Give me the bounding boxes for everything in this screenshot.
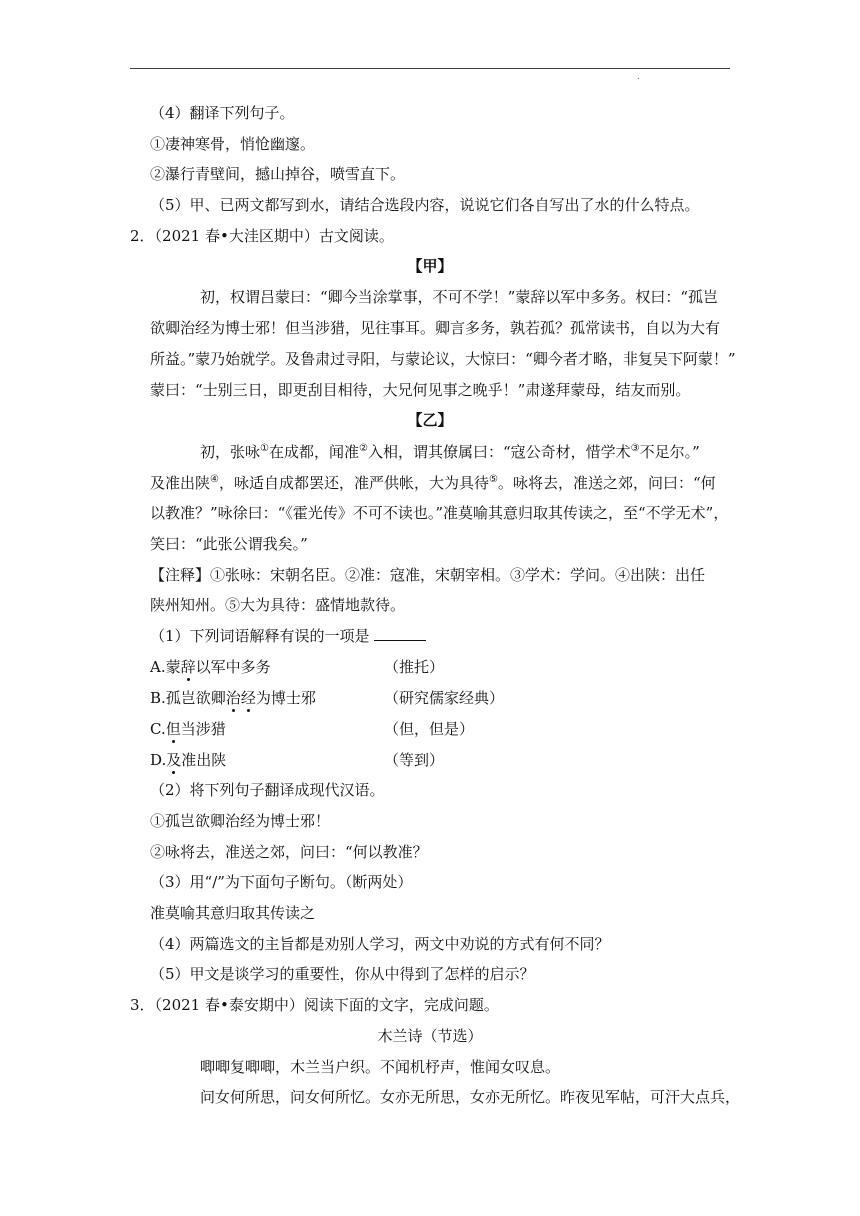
option-b bbox=[150, 688, 730, 708]
yi-text: 不足尔。” bbox=[639, 443, 700, 461]
yi-text: 初，张咏 bbox=[200, 443, 261, 461]
q1-sub5: （5）甲、已两文都写到水，请结合选段内容，说说它们各自写出了水的什么特点。 bbox=[150, 196, 700, 214]
yi-text: 在成都，闻准 bbox=[268, 443, 359, 461]
dotted-char: 但 bbox=[165, 720, 181, 738]
q2-jia-line-3: 所益。”蒙乃始就学。及鲁肃过寻阳，与蒙论议，大惊曰：“卿今者才略，非复吴下阿蒙！” bbox=[150, 350, 736, 368]
yi-text: 入相，谓其僚属曰：“寇公奇材，惜学术 bbox=[367, 443, 631, 461]
option-gloss: （但，但是） bbox=[384, 720, 475, 738]
note-mark-2: ② bbox=[359, 443, 368, 454]
q2-sub1-text: （1）下列词语解释有误的一项是 bbox=[150, 627, 370, 645]
dotted-char: 经 bbox=[240, 689, 256, 707]
q2-yi-line-1 bbox=[200, 442, 700, 462]
q1-sub4-item1: ①凄神寒骨，悄怆幽邃。 bbox=[150, 135, 316, 153]
q2-jia-line-2: 欲卿治经为博士邪！但当涉猎，见往事耳。卿言多务，孰若孤？孤常读书，自以为大有 bbox=[150, 319, 721, 337]
q2-sub5: （5）甲文是谈学习的重要性，你从中得到了怎样的启示？ bbox=[150, 965, 535, 983]
option-gloss: （等到） bbox=[384, 751, 445, 769]
yi-text: 。咏将去，准送之郊，问曰：“何 bbox=[497, 474, 716, 492]
q2-yi-line-3: 以教准？”咏徐曰：“《霍光传》不可不读也。”准莫喻其意归取其传读之，至“不学无术”， bbox=[150, 504, 729, 522]
q3-line-1: 唧唧复唧唧，木兰当户织。不闻机杼声，惟闻女叹息。 bbox=[200, 1058, 561, 1076]
note-mark-4: ④ bbox=[210, 474, 219, 485]
q3-title: 3．（2021 春•泰安期中）阅读下面的文字，完成问题。 bbox=[130, 996, 499, 1014]
q2-sub3: （3）用“/”为下面句子断句。（断两处） bbox=[150, 873, 413, 891]
option-d bbox=[150, 750, 730, 770]
q2-jia-heading: 【甲】 bbox=[407, 257, 453, 275]
note-mark-5: ⑤ bbox=[489, 474, 498, 485]
q3-poem-title: 木兰诗（节选） bbox=[377, 1027, 483, 1045]
header-mark: . bbox=[637, 72, 640, 82]
dotted-char: 及 bbox=[166, 751, 182, 769]
header-rule bbox=[130, 68, 730, 69]
note-mark-3: ③ bbox=[630, 443, 640, 454]
option-text: C. bbox=[150, 720, 166, 738]
option-text: 以军中多务 bbox=[195, 658, 271, 676]
option-text: B.孤岂欲卿 bbox=[150, 689, 226, 707]
option-text: 准出陕 bbox=[181, 751, 227, 769]
q2-jia-line-4: 蒙曰：“士别三日，即更刮目相待，大兄何见事之晚乎！”肃遂拜蒙母，结友而别。 bbox=[150, 381, 691, 399]
note-mark-1: ① bbox=[260, 443, 269, 454]
q2-yi-line-4: 笑曰：“此张公谓我矣。” bbox=[150, 535, 308, 553]
option-text: 当涉猎 bbox=[180, 720, 226, 738]
answer-blank[interactable] bbox=[374, 626, 426, 641]
option-c bbox=[150, 719, 730, 739]
option-text: D. bbox=[150, 751, 167, 769]
dotted-char: 治 bbox=[225, 689, 241, 707]
q2-jia-line-1: 初，权谓吕蒙曰：“卿今当涂掌事，不可不学！”蒙辞以军中多务。权曰：“孤岂 bbox=[200, 288, 719, 306]
q2-sub2-item1: ①孤岂欲卿治经为博士邪！ bbox=[150, 812, 331, 830]
q2-sub4: （4）两篇选文的主旨都是劝别人学习，两文中劝说的方式有何不同？ bbox=[150, 935, 610, 953]
option-gloss: （研究儒家经典） bbox=[384, 689, 505, 707]
option-a bbox=[150, 657, 730, 677]
q2-notes-line-2: 陕州知州。⑤大为具待：盛情地款待。 bbox=[150, 596, 406, 614]
q2-yi-heading: 【乙】 bbox=[407, 411, 453, 429]
q1-sub4-item2: ②瀑行青壁间，撼山掉谷，喷雪直下。 bbox=[150, 165, 406, 183]
yi-text: ，咏适自成都罢还，准严供帐，大为具待 bbox=[218, 474, 489, 492]
q2-sub3-text: 准莫喻其意归取其传读之 bbox=[150, 904, 316, 922]
option-gloss: （推托） bbox=[384, 658, 445, 676]
dotted-char: 辞 bbox=[180, 658, 196, 676]
yi-text: 及准出陕 bbox=[150, 474, 211, 492]
option-text: 为博士邪 bbox=[255, 689, 316, 707]
q2-sub2-item2: ②咏将去，准送之郊，问曰：“何以教准？ bbox=[150, 843, 428, 861]
q2-sub1 bbox=[150, 626, 426, 646]
q3-line-2: 问女何所思，问女何所忆。女亦无所思，女亦无所忆。昨夜见军帖，可汗大点兵， bbox=[200, 1088, 741, 1106]
q2-sub2: （2）将下列句子翻译成现代汉语。 bbox=[150, 781, 385, 799]
q2-title: 2．（2021 春•大洼区期中）古文阅读。 bbox=[130, 227, 394, 245]
q2-yi-line-2 bbox=[150, 473, 716, 493]
q1-sub4: （4）翻译下列句子。 bbox=[150, 104, 295, 122]
q2-notes-line-1: 【注释】①张咏：宋朝名臣。②准：寇准，宋朝宰相。③学术：学问。④出陕：出任 bbox=[150, 566, 706, 584]
option-text: A.蒙 bbox=[150, 658, 181, 676]
